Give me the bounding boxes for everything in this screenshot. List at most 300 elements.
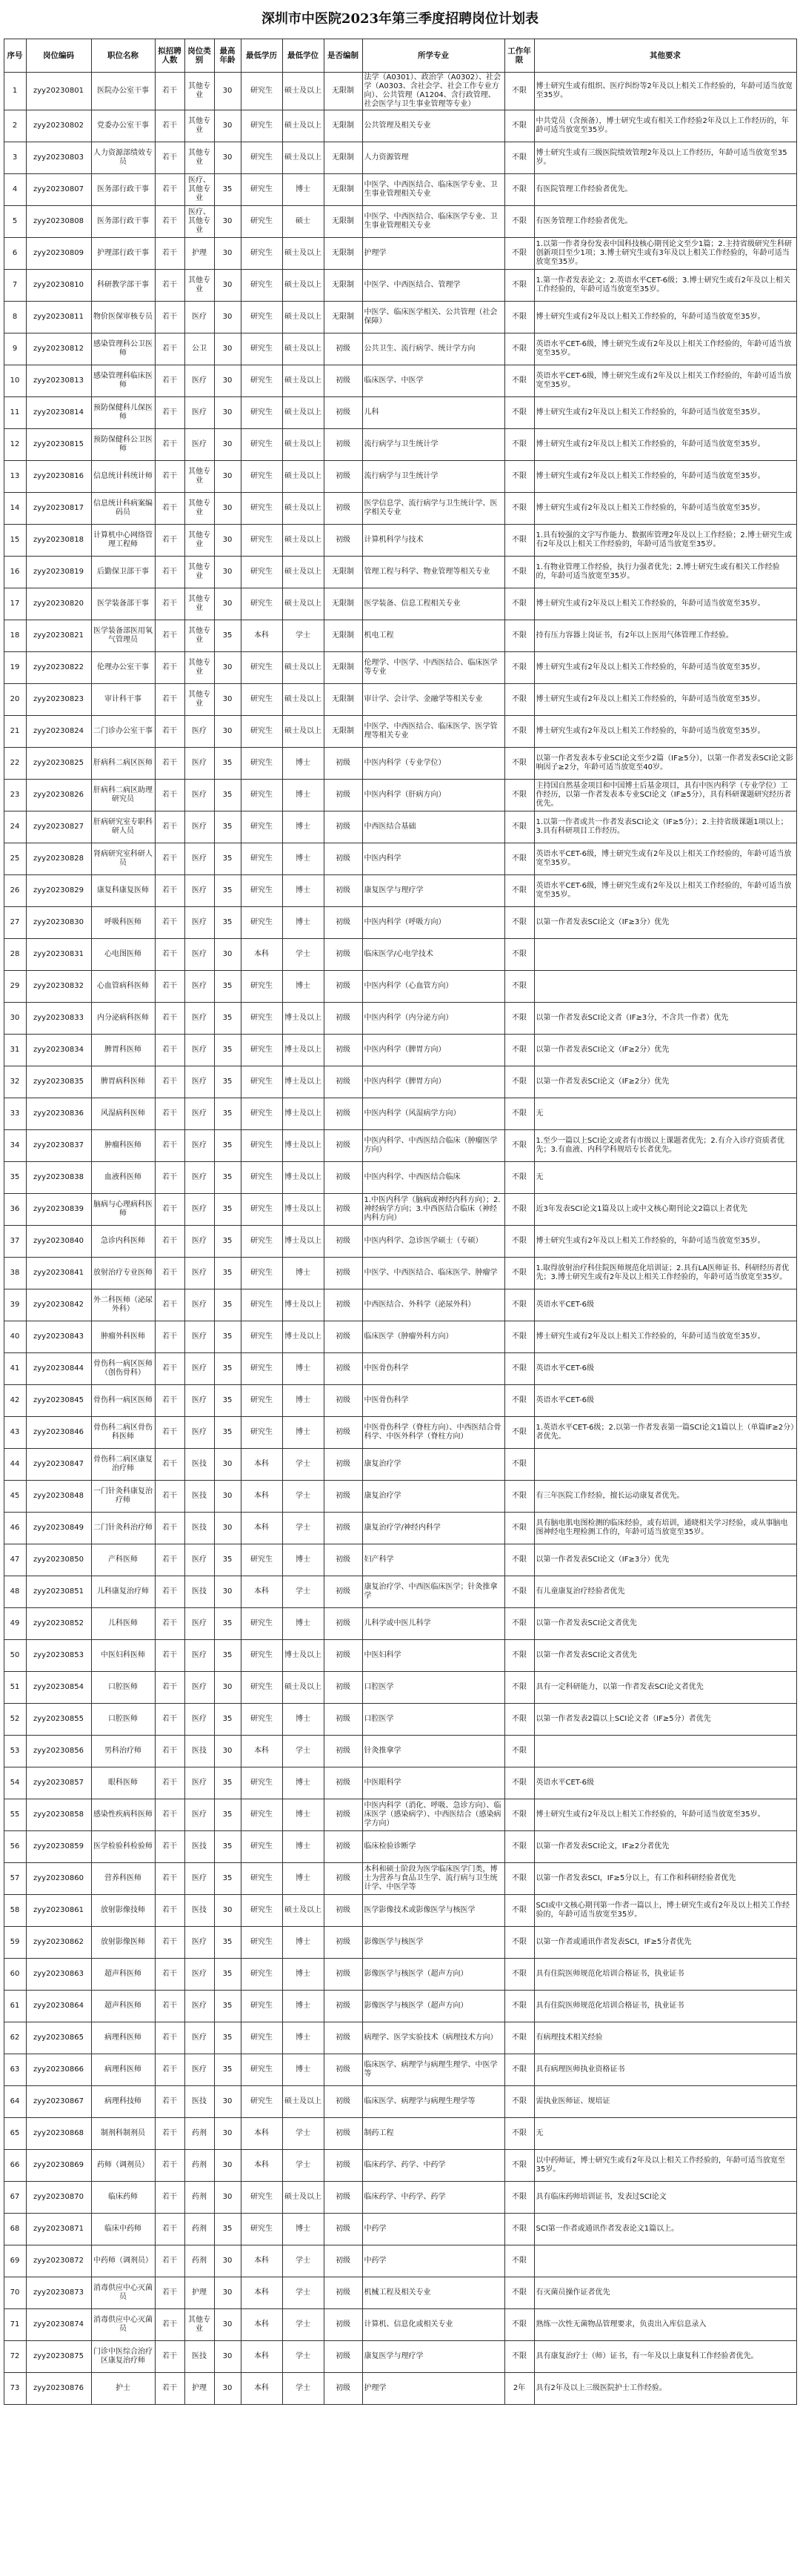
post-name-cell: 护士 — [91, 2373, 155, 2405]
post-name-cell: 骨伤科一病区医师 — [91, 1385, 155, 1417]
other-requirements-cell: 博士研究生或有2年及以上相关工作经验的，年龄可适当放宽至35岁。 — [534, 429, 796, 461]
post-code-cell: zyy20230873 — [26, 2277, 91, 2309]
staffing-type-cell: 初级 — [324, 2309, 362, 2341]
post-category-cell: 医疗 — [184, 748, 214, 780]
staffing-type-cell: 初级 — [324, 780, 362, 811]
headcount-cell: 若干 — [155, 2373, 184, 2405]
min-degree-cell: 学士 — [282, 2309, 324, 2341]
post-name-cell: 预防保健科公卫医师 — [91, 429, 155, 461]
table-row — [4, 2214, 796, 2245]
post-category-cell: 医疗 — [184, 1544, 214, 1576]
table-row — [4, 1449, 796, 1481]
major-cell: 医学信息学、流行病学与卫生统计学、医学相关专业 — [362, 493, 504, 525]
min-education-cell: 研究生 — [241, 2214, 282, 2245]
other-requirements-cell: 具有病理医师执业资格证书 — [534, 2054, 796, 2086]
row-number-cell: 47 — [4, 1544, 26, 1576]
major-cell: 口腔医学 — [362, 1672, 504, 1704]
max-age-cell: 30 — [214, 429, 241, 461]
other-requirements-cell: 英语水平CET-6级，博士研究生或有2年及以上相关工作经验的，年龄可适当放宽至35岁。 — [534, 875, 796, 907]
post-code-cell: zyy20230852 — [26, 1608, 91, 1640]
min-education-cell: 研究生 — [241, 1226, 282, 1258]
min-education-cell: 本科 — [241, 1513, 282, 1544]
post-category-cell: 医疗 — [184, 716, 214, 748]
min-degree-cell: 博士 — [282, 2054, 324, 2086]
staffing-type-cell: 初级 — [324, 2118, 362, 2150]
post-code-cell: zyy20230851 — [26, 1576, 91, 1608]
staffing-type-cell: 初级 — [324, 2182, 362, 2214]
min-degree-cell: 硕士及以上 — [282, 73, 324, 110]
other-requirements-cell: 以第一作者发表SCI论文（IF≥2分）优先 — [534, 1066, 796, 1098]
post-code-cell: zyy20230858 — [26, 1799, 91, 1831]
min-education-cell: 本科 — [241, 2150, 282, 2182]
max-age-cell: 35 — [214, 174, 241, 206]
post-code-cell: zyy20230831 — [26, 939, 91, 971]
table-row — [4, 110, 796, 142]
min-education-cell: 研究生 — [241, 843, 282, 875]
min-education-cell: 研究生 — [241, 238, 282, 270]
staffing-type-cell: 初级 — [324, 333, 362, 365]
max-age-cell: 30 — [214, 1736, 241, 1767]
major-cell: 中医内科学（专业学位） — [362, 748, 504, 780]
headcount-cell: 若干 — [155, 2341, 184, 2373]
headcount-cell: 若干 — [155, 1544, 184, 1576]
max-age-cell: 30 — [214, 2373, 241, 2405]
work-years-cell: 不限 — [504, 1576, 534, 1608]
min-degree-cell: 博士及以上 — [282, 1098, 324, 1130]
work-years-cell: 不限 — [504, 939, 534, 971]
headcount-cell: 若干 — [155, 1927, 184, 1959]
min-degree-cell: 博士 — [282, 907, 324, 939]
min-education-cell: 研究生 — [241, 429, 282, 461]
min-education-cell: 研究生 — [241, 2182, 282, 2214]
min-education-cell: 研究生 — [241, 110, 282, 142]
work-years-cell: 不限 — [504, 1385, 534, 1417]
headcount-cell: 若干 — [155, 875, 184, 907]
headcount-cell: 若干 — [155, 1385, 184, 1417]
max-age-cell: 30 — [214, 333, 241, 365]
min-degree-cell: 学士 — [282, 1449, 324, 1481]
max-age-cell: 30 — [214, 1481, 241, 1513]
post-category-cell: 医疗 — [184, 1226, 214, 1258]
post-code-cell: zyy20230811 — [26, 302, 91, 333]
other-requirements-cell: 具有康复治疗士（师）证书，有一年及以上康复科工作经验者优先。 — [534, 2341, 796, 2373]
post-name-cell: 急诊内科医师 — [91, 1226, 155, 1258]
major-cell: 临床医学、病理学与病理生理学等 — [362, 2086, 504, 2118]
other-requirements-cell: 1.第一作者发表论文；2.英语水平CET-6级；3.博士研究生或有2年及以上相关工作经验的，年龄可适当放宽至35岁。 — [534, 270, 796, 302]
table-row — [4, 2309, 796, 2341]
work-years-cell: 不限 — [504, 1194, 534, 1226]
post-code-cell: zyy20230815 — [26, 429, 91, 461]
post-category-cell: 医技 — [184, 1895, 214, 1927]
max-age-cell: 30 — [214, 2086, 241, 2118]
work-years-cell: 不限 — [504, 1991, 534, 2022]
post-name-cell: 科研教学部干事 — [91, 270, 155, 302]
major-cell: 影像医学与核医学（超声方向） — [362, 1959, 504, 1991]
post-category-cell: 其他专业 — [184, 557, 214, 588]
row-number-cell: 41 — [4, 1353, 26, 1385]
staffing-type-cell: 初级 — [324, 1066, 362, 1098]
other-requirements-cell: 无 — [534, 1098, 796, 1130]
max-age-cell: 30 — [214, 2245, 241, 2277]
headcount-cell: 若干 — [155, 1513, 184, 1544]
min-education-cell: 本科 — [241, 1481, 282, 1513]
max-age-cell: 35 — [214, 1194, 241, 1226]
post-name-cell: 儿科康复治疗师 — [91, 1576, 155, 1608]
post-category-cell: 医疗 — [184, 1704, 214, 1736]
min-education-cell: 本科 — [241, 1736, 282, 1767]
post-code-cell: zyy20230872 — [26, 2245, 91, 2277]
major-cell: 本科和硕士阶段为医学临床医学门类，博士为营养与食品卫生学、流行病与卫生统计学、中医学等 — [362, 1863, 504, 1895]
major-cell: 儿科 — [362, 397, 504, 429]
max-age-cell: 35 — [214, 971, 241, 1003]
staffing-type-cell: 无限制 — [324, 557, 362, 588]
work-years-cell: 不限 — [504, 811, 534, 843]
min-education-cell: 研究生 — [241, 365, 282, 397]
min-degree-cell: 学士 — [282, 2341, 324, 2373]
post-code-cell: zyy20230876 — [26, 2373, 91, 2405]
min-degree-cell: 学士 — [282, 939, 324, 971]
min-education-cell: 研究生 — [241, 397, 282, 429]
staffing-type-cell: 初级 — [324, 1449, 362, 1481]
table-row — [4, 811, 796, 843]
post-name-cell: 药师（调剂员） — [91, 2150, 155, 2182]
major-cell: 临床医学、中医学 — [362, 365, 504, 397]
min-degree-cell: 博士及以上 — [282, 1194, 324, 1226]
max-age-cell: 35 — [214, 1991, 241, 2022]
post-category-cell: 医疗 — [184, 939, 214, 971]
staffing-type-cell: 初级 — [324, 1736, 362, 1767]
post-category-cell: 医技 — [184, 1736, 214, 1767]
min-education-cell: 本科 — [241, 2309, 282, 2341]
major-cell: 制药工程 — [362, 2118, 504, 2150]
staffing-type-cell: 初级 — [324, 2341, 362, 2373]
post-category-cell: 医疗 — [184, 1767, 214, 1799]
headcount-cell: 若干 — [155, 1831, 184, 1863]
header-cell: 拟招聘人数 — [155, 39, 184, 73]
table-row — [4, 174, 796, 206]
table-row — [4, 2277, 796, 2309]
major-cell: 护理学 — [362, 2373, 504, 2405]
min-education-cell: 研究生 — [241, 1991, 282, 2022]
work-years-cell: 不限 — [504, 843, 534, 875]
max-age-cell: 30 — [214, 142, 241, 174]
table-row — [4, 270, 796, 302]
post-name-cell: 骨伤科二病区康复治疗师 — [91, 1449, 155, 1481]
staffing-type-cell: 初级 — [324, 1672, 362, 1704]
headcount-cell: 若干 — [155, 557, 184, 588]
work-years-cell: 不限 — [504, 1640, 534, 1672]
post-category-cell: 其他专业 — [184, 620, 214, 652]
post-code-cell: zyy20230820 — [26, 588, 91, 620]
headcount-cell: 若干 — [155, 684, 184, 716]
major-cell: 康复治疗学、中西医临床医学；针灸推拿学 — [362, 1576, 504, 1608]
row-number-cell: 5 — [4, 206, 26, 238]
min-degree-cell: 硕士及以上 — [282, 429, 324, 461]
work-years-cell: 不限 — [504, 270, 534, 302]
headcount-cell: 若干 — [155, 1481, 184, 1513]
row-number-cell: 50 — [4, 1640, 26, 1672]
max-age-cell: 35 — [214, 1258, 241, 1289]
staffing-type-cell: 初级 — [324, 1035, 362, 1066]
post-name-cell: 制剂科制剂员 — [91, 2118, 155, 2150]
other-requirements-cell: 博士研究生或有2年及以上相关工作经验的，年龄可适当放宽至35岁。 — [534, 461, 796, 493]
max-age-cell: 35 — [214, 1640, 241, 1672]
table-row — [4, 1258, 796, 1289]
other-requirements-cell: 主持国自然基金项目和中国博士后基金项目，具有中医内科学（专业学位）工作经历，以第一作者发表本专业SCI论文（IF≥5分），具有科研课题研究经历者优先。 — [534, 780, 796, 811]
header-cell: 其他要求 — [534, 39, 796, 73]
staffing-type-cell: 初级 — [324, 1640, 362, 1672]
max-age-cell: 30 — [214, 1449, 241, 1481]
min-degree-cell: 博士 — [282, 748, 324, 780]
work-years-cell: 不限 — [504, 1959, 534, 1991]
major-cell: 流行病学与卫生统计学 — [362, 429, 504, 461]
major-cell: 中医内科学、中西医结合临床（肿瘤医学方向） — [362, 1130, 504, 1162]
post-category-cell: 医技 — [184, 2341, 214, 2373]
work-years-cell: 不限 — [504, 1066, 534, 1098]
max-age-cell: 30 — [214, 2182, 241, 2214]
major-cell: 管理工程与科学、物业管理等相关专业 — [362, 557, 504, 588]
max-age-cell: 35 — [214, 1831, 241, 1863]
post-code-cell: zyy20230847 — [26, 1449, 91, 1481]
post-code-cell: zyy20230823 — [26, 684, 91, 716]
max-age-cell: 30 — [214, 716, 241, 748]
max-age-cell: 30 — [214, 525, 241, 557]
min-education-cell: 研究生 — [241, 461, 282, 493]
staffing-type-cell: 无限制 — [324, 110, 362, 142]
max-age-cell: 35 — [214, 780, 241, 811]
row-number-cell: 69 — [4, 2245, 26, 2277]
work-years-cell: 不限 — [504, 557, 534, 588]
headcount-cell: 若干 — [155, 2086, 184, 2118]
min-degree-cell: 硕士及以上 — [282, 588, 324, 620]
post-category-cell: 医疗 — [184, 365, 214, 397]
major-cell: 中西医结合基础 — [362, 811, 504, 843]
post-code-cell: zyy20230825 — [26, 748, 91, 780]
major-cell: 护理学 — [362, 238, 504, 270]
other-requirements-cell: 以第一作者发表本专业SCI论文至少2篇（IF≥5分），以第一作者发表SCI论文影响因子≥2分，年龄可适当放宽至40岁。 — [534, 748, 796, 780]
headcount-cell: 若干 — [155, 1035, 184, 1066]
headcount-cell: 若干 — [155, 2150, 184, 2182]
row-number-cell: 13 — [4, 461, 26, 493]
min-degree-cell: 博士 — [282, 2214, 324, 2245]
post-category-cell: 护理 — [184, 238, 214, 270]
headcount-cell: 若干 — [155, 2054, 184, 2086]
row-number-cell: 51 — [4, 1672, 26, 1704]
staffing-type-cell: 初级 — [324, 1767, 362, 1799]
max-age-cell: 30 — [214, 238, 241, 270]
major-cell: 中医妇科学 — [362, 1640, 504, 1672]
post-code-cell: zyy20230866 — [26, 2054, 91, 2086]
table-row — [4, 365, 796, 397]
min-degree-cell: 学士 — [282, 1736, 324, 1767]
work-years-cell: 不限 — [504, 1258, 534, 1289]
row-number-cell: 66 — [4, 2150, 26, 2182]
post-code-cell: zyy20230846 — [26, 1417, 91, 1449]
other-requirements-cell: 中共党员（含预备），博士研究生或有相关工作经验2年及以上工作经历的，年龄可适当放宽至35岁。 — [534, 110, 796, 142]
table-row — [4, 2086, 796, 2118]
row-number-cell: 71 — [4, 2309, 26, 2341]
work-years-cell: 不限 — [504, 1927, 534, 1959]
staffing-type-cell: 无限制 — [324, 238, 362, 270]
min-education-cell: 研究生 — [241, 1098, 282, 1130]
header-cell: 职位名称 — [91, 39, 155, 73]
max-age-cell: 30 — [214, 73, 241, 110]
min-education-cell: 研究生 — [241, 652, 282, 684]
row-number-cell: 20 — [4, 684, 26, 716]
post-name-cell: 放射治疗专业医师 — [91, 1258, 155, 1289]
max-age-cell: 30 — [214, 1672, 241, 1704]
min-education-cell: 本科 — [241, 2373, 282, 2405]
min-degree-cell: 博士 — [282, 1959, 324, 1991]
min-degree-cell: 博士及以上 — [282, 1035, 324, 1066]
major-cell: 公共卫生、流行病学、统计学方向 — [362, 333, 504, 365]
post-name-cell: 内分泌病科医师 — [91, 1003, 155, 1035]
staffing-type-cell: 初级 — [324, 1353, 362, 1385]
max-age-cell: 30 — [214, 110, 241, 142]
staffing-type-cell: 无限制 — [324, 716, 362, 748]
post-name-cell: 临床中药师 — [91, 2214, 155, 2245]
major-cell: 中药学 — [362, 2214, 504, 2245]
major-cell: 中医学、中西医结合、临床医学、医学管理等相关专业 — [362, 716, 504, 748]
post-code-cell: zyy20230839 — [26, 1194, 91, 1226]
min-education-cell: 研究生 — [241, 1417, 282, 1449]
other-requirements-cell: SCI第一作者或通讯作者发表论文1篇以上。 — [534, 2214, 796, 2245]
headcount-cell: 若干 — [155, 1321, 184, 1353]
staffing-type-cell: 初级 — [324, 1321, 362, 1353]
row-number-cell: 70 — [4, 2277, 26, 2309]
major-cell: 中医眼科学 — [362, 1767, 504, 1799]
post-category-cell: 医疗 — [184, 1035, 214, 1066]
row-number-cell: 3 — [4, 142, 26, 174]
work-years-cell: 不限 — [504, 780, 534, 811]
post-category-cell: 其他专业 — [184, 652, 214, 684]
min-education-cell: 研究生 — [241, 1767, 282, 1799]
major-cell: 康复医学与理疗学 — [362, 875, 504, 907]
row-number-cell: 37 — [4, 1226, 26, 1258]
major-cell: 中医内科学（肝病方向） — [362, 780, 504, 811]
headcount-cell: 若干 — [155, 1736, 184, 1767]
post-code-cell: zyy20230824 — [26, 716, 91, 748]
post-category-cell: 医疗 — [184, 875, 214, 907]
work-years-cell: 不限 — [504, 110, 534, 142]
post-code-cell: zyy20230864 — [26, 1991, 91, 2022]
staffing-type-cell: 初级 — [324, 1831, 362, 1863]
post-category-cell: 其他专业 — [184, 588, 214, 620]
row-number-cell: 53 — [4, 1736, 26, 1767]
max-age-cell: 30 — [214, 2118, 241, 2150]
other-requirements-cell: 以第一作者发表SCI，IF≥5分以上，有工作和科研经验者优先 — [534, 1863, 796, 1895]
row-number-cell: 65 — [4, 2118, 26, 2150]
major-cell: 中医内科学、中西医结合临床 — [362, 1162, 504, 1194]
headcount-cell: 若干 — [155, 1895, 184, 1927]
headcount-cell: 若干 — [155, 652, 184, 684]
major-cell: 中医内科学（呼吸方向） — [362, 907, 504, 939]
headcount-cell: 若干 — [155, 1353, 184, 1385]
major-cell: 医学装备、信息工程相关专业 — [362, 588, 504, 620]
min-education-cell: 研究生 — [241, 1258, 282, 1289]
staffing-type-cell: 无限制 — [324, 684, 362, 716]
major-cell: 医学影像技术或影像医学与核医学 — [362, 1895, 504, 1927]
post-category-cell: 医疗 — [184, 1991, 214, 2022]
max-age-cell: 30 — [214, 365, 241, 397]
post-category-cell: 医技 — [184, 2086, 214, 2118]
major-cell: 临床医学/心电学技术 — [362, 939, 504, 971]
post-category-cell: 医技 — [184, 1513, 214, 1544]
max-age-cell: 30 — [214, 1576, 241, 1608]
post-name-cell: 临床药师 — [91, 2182, 155, 2214]
post-name-cell: 消毒供应中心灭菌员 — [91, 2309, 155, 2341]
work-years-cell: 不限 — [504, 2309, 534, 2341]
post-name-cell: 医学装备部干事 — [91, 588, 155, 620]
row-number-cell: 58 — [4, 1895, 26, 1927]
major-cell: 口腔医学 — [362, 1704, 504, 1736]
staffing-type-cell: 初级 — [324, 1417, 362, 1449]
table-row — [4, 1162, 796, 1194]
work-years-cell: 不限 — [504, 620, 534, 652]
other-requirements-cell: 博士研究生或有2年及以上相关工作经验的，年龄可适当放宽至35岁。 — [534, 302, 796, 333]
table-row — [4, 2245, 796, 2277]
post-code-cell: zyy20230835 — [26, 1066, 91, 1098]
staffing-type-cell: 初级 — [324, 1799, 362, 1831]
staffing-type-cell: 初级 — [324, 1258, 362, 1289]
work-years-cell: 不限 — [504, 2245, 534, 2277]
post-category-cell: 医疗 — [184, 2054, 214, 2086]
post-name-cell: 放射影像技师 — [91, 1895, 155, 1927]
other-requirements-cell: 博士研究生或有2年及以上相关工作经验的，年龄可适当放宽至35岁。 — [534, 684, 796, 716]
post-name-cell: 脾胃科医师 — [91, 1035, 155, 1066]
staffing-type-cell: 初级 — [324, 1385, 362, 1417]
row-number-cell: 49 — [4, 1608, 26, 1640]
staffing-type-cell: 初级 — [324, 1194, 362, 1226]
row-number-cell: 42 — [4, 1385, 26, 1417]
headcount-cell: 若干 — [155, 461, 184, 493]
headcount-cell: 若干 — [155, 365, 184, 397]
major-cell: 中医骨伤科学 — [362, 1353, 504, 1385]
headcount-cell: 若干 — [155, 2245, 184, 2277]
max-age-cell: 35 — [214, 1959, 241, 1991]
post-category-cell: 医疗 — [184, 1863, 214, 1895]
post-code-cell: zyy20230838 — [26, 1162, 91, 1194]
max-age-cell: 30 — [214, 397, 241, 429]
major-cell: 中药学 — [362, 2245, 504, 2277]
row-number-cell: 36 — [4, 1194, 26, 1226]
min-degree-cell: 博士 — [282, 1704, 324, 1736]
post-category-cell: 医疗 — [184, 429, 214, 461]
headcount-cell: 若干 — [155, 429, 184, 461]
table-row — [4, 2054, 796, 2086]
post-name-cell: 心电图医师 — [91, 939, 155, 971]
headcount-cell: 若干 — [155, 1003, 184, 1035]
post-category-cell: 医疗 — [184, 1321, 214, 1353]
headcount-cell: 若干 — [155, 811, 184, 843]
post-name-cell: 脾胃病科医师 — [91, 1066, 155, 1098]
min-education-cell: 研究生 — [241, 588, 282, 620]
major-cell: 中医学、中西医结合、管理学 — [362, 270, 504, 302]
headcount-cell: 若干 — [155, 1672, 184, 1704]
work-years-cell: 不限 — [504, 1767, 534, 1799]
table-row — [4, 73, 796, 110]
table-row — [4, 843, 796, 875]
max-age-cell: 35 — [214, 620, 241, 652]
staffing-type-cell: 无限制 — [324, 206, 362, 238]
headcount-cell: 若干 — [155, 1991, 184, 2022]
work-years-cell: 不限 — [504, 525, 534, 557]
major-cell: 中医内科学（心血管方向） — [362, 971, 504, 1003]
work-years-cell: 不限 — [504, 2277, 534, 2309]
headcount-cell: 若干 — [155, 333, 184, 365]
min-degree-cell: 博士 — [282, 1417, 324, 1449]
post-code-cell: zyy20230829 — [26, 875, 91, 907]
